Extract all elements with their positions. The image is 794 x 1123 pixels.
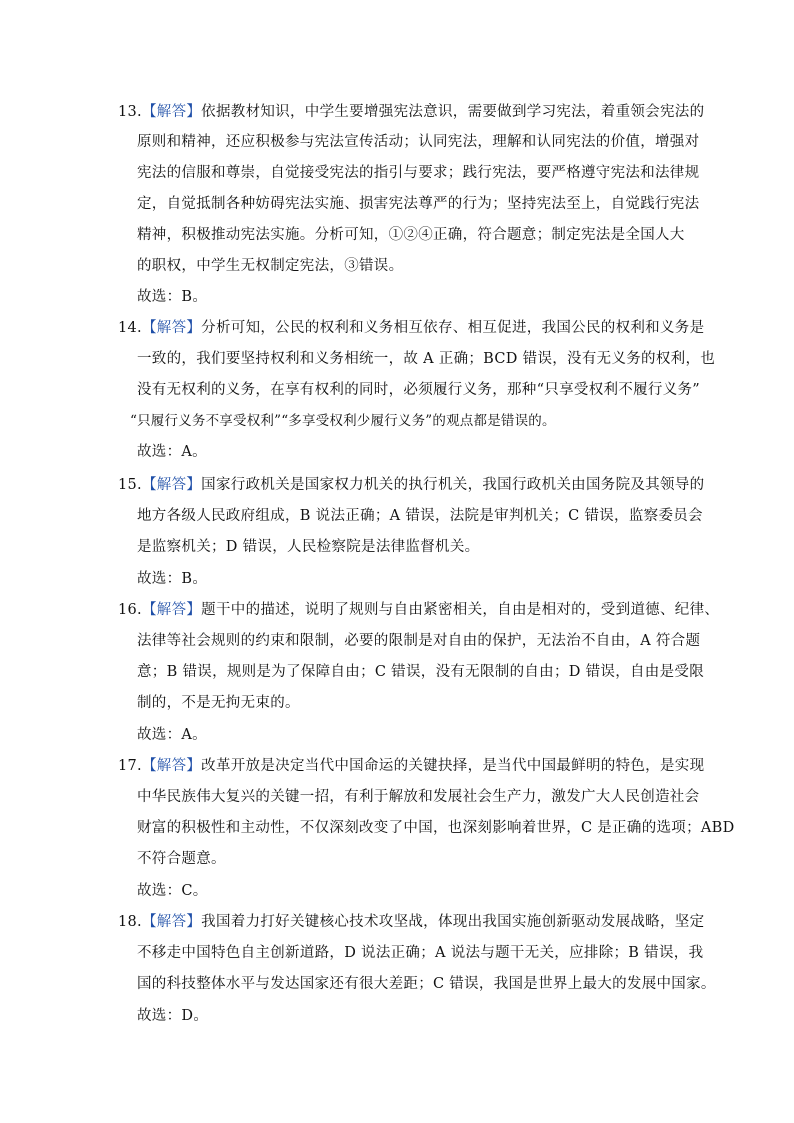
answer-text-line: 是监察机关；D 错误，人民检察院是法律监督机关。: [137, 539, 480, 555]
answer-text-line: 意；B 错误，规则是为了保障自由；C 错误，没有无限制的自由；D 错误，自由是受限: [137, 664, 704, 680]
question-number: 13.: [118, 104, 142, 120]
answer-tag: 【解答】: [141, 104, 202, 120]
answer-tag: 【解答】: [141, 477, 202, 493]
answer-text-line: 定，自觉抵制各种妨碍宪法实施、损害宪法尊严的行为；坚持宪法至上，自觉践行宪法: [137, 196, 700, 212]
answer-text-line: 没有无权利的义务，在享有权利的同时，必须履行义务，那种“只享受权利不履行义务”: [137, 382, 701, 398]
choice-line: 故选：A。: [137, 444, 207, 460]
answer-text-line: 法律等社会规则的约束和限制，必要的限制是对自由的保护，无法治不自由，A 符合题: [137, 633, 701, 649]
answer-text-line: 一致的，我们要坚持权利和义务相统一，故 A 正确；BCD 错误，没有无义务的权利，也: [137, 351, 716, 367]
answer-tag: 【解答】: [141, 320, 202, 336]
choice-line: 故选：A。: [137, 727, 207, 743]
answer-text-line: 制的，不是无拘无束的。: [137, 695, 300, 711]
answer-text-line: 原则和精神，还应积极参与宪法宣传活动；认同宪法，理解和认同宪法的价值，增强对: [137, 134, 700, 150]
answer-text-line: 分析可知，公民的权利和义务相互依存、相互促进，我国公民的权利和义务是: [201, 320, 705, 336]
question-number: 14.: [118, 320, 142, 336]
answer-tag: 【解答】: [141, 914, 202, 930]
answer-text-line: 的职权，中学生无权制定宪法，③错误。: [137, 258, 404, 274]
choice-line: 故选：C。: [137, 883, 208, 899]
answer-tag: 【解答】: [141, 602, 202, 618]
answer-text-line: 不移走中国特色自主创新道路，D 说法正确；A 说法与题干无关，应排除；B 错误，我: [137, 945, 704, 961]
answer-text-line: 地方各级人民政府组成，B 说法正确；A 错误，法院是审判机关；C 错误，监察委员会: [137, 508, 703, 524]
answer-text-line: 我国着力打好关键核心技术攻坚战，体现出我国实施创新驱动发展战略，坚定: [201, 914, 705, 930]
choice-line: 故选：D。: [137, 1008, 209, 1024]
question-number: 16.: [118, 602, 142, 618]
choice-line: 故选：B。: [137, 571, 208, 587]
answer-text-line: 中华民族伟大复兴的关键一招，有利于解放和发展社会生产力，激发广大人民创造社会: [137, 789, 700, 805]
question-number: 18.: [118, 914, 142, 930]
answer-text-line: 精神，积极推动宪法实施。分析可知，①②④正确，符合题意；制定宪法是全国人大: [137, 227, 685, 243]
answer-text-line: 宪法的信服和尊崇，自觉接受宪法的指引与要求；践行宪法，要严格遵守宪法和法律规: [137, 165, 700, 181]
choice-line: 故选：B。: [137, 289, 208, 305]
answer-text-line: 不符合题意。: [137, 851, 226, 867]
question-number: 15.: [118, 477, 142, 493]
answer-text-line: “只履行义务不享受权利”“多享受权利少履行义务”的观点都是错误的。: [130, 413, 556, 429]
answer-text-line: 依据教材知识，中学生要增强宪法意识，需要做到学习宪法，着重领会宪法的: [201, 104, 705, 120]
answer-tag: 【解答】: [141, 758, 202, 774]
answer-text-line: 财富的积极性和主动性，不仅深刻改变了中国，也深刻影响着世界，C 是正确的选项；ABD: [137, 820, 735, 836]
answer-text-line: 改革开放是决定当代中国命运的关键抉择，是当代中国最鲜明的特色，是实现: [201, 758, 705, 774]
answer-text-line: 题干中的描述，说明了规则与自由紧密相关，自由是相对的，受到道德、纪律、: [201, 602, 720, 618]
question-number: 17.: [118, 758, 142, 774]
answer-text-line: 国家行政机关是国家权力机关的执行机关，我国行政机关由国务院及其领导的: [201, 477, 705, 493]
answer-text-line: 国的科技整体水平与发达国家还有很大差距；C 错误，我国是世界上最大的发展中国家。: [137, 976, 716, 992]
